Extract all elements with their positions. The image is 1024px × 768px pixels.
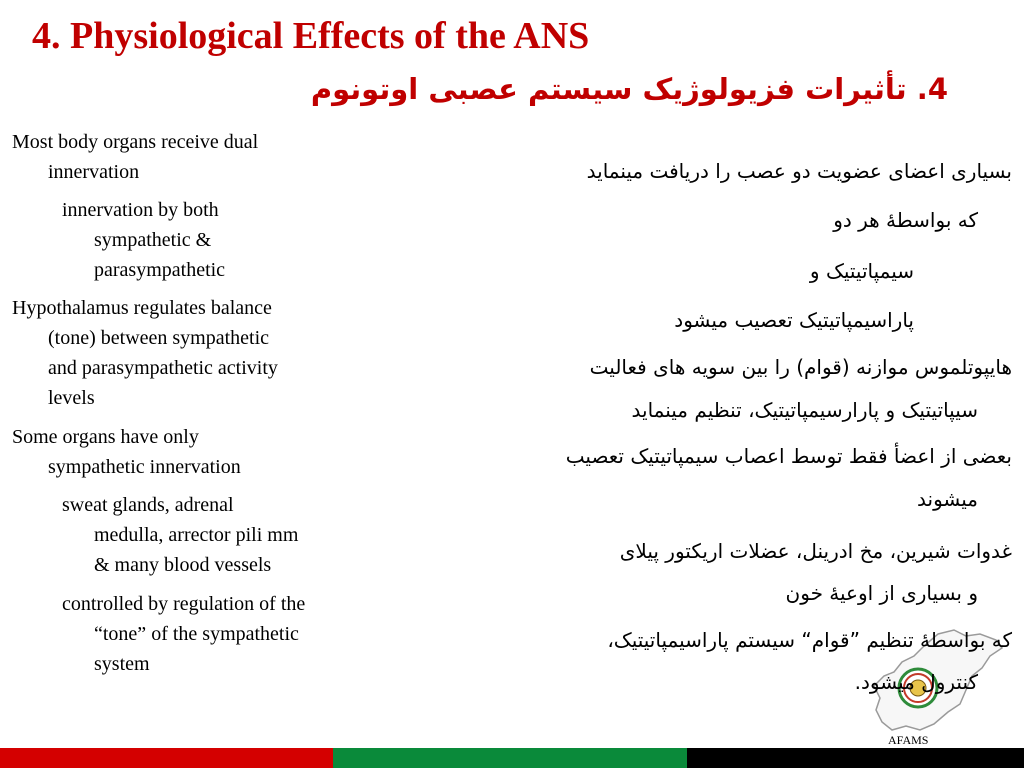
afams-label: AFAMS [888, 733, 929, 747]
english-sub-bullet-2-line-2: medulla, arrector pili mm [94, 524, 299, 546]
persian-line-11: که بواسطهٔ تنظیم ”قوام“ سیستم پاراسیمپاتیتیک، [607, 628, 1012, 652]
persian-line-1: بسیاری اعضای عضویت دو عصب را دریافت مینماید [586, 159, 1012, 183]
footer-bar-red [0, 748, 333, 768]
english-bullet-2-line-3: and parasympathetic activity [48, 357, 278, 379]
english-sub-bullet-1-line-3: parasympathetic [94, 259, 226, 281]
english-sub-bullet-3-line-3: system [94, 653, 150, 675]
persian-line-12: کنترول میشود. [854, 670, 978, 694]
footer-bar-green [333, 748, 687, 768]
persian-line-3: سیمپاتیتیک و [809, 259, 914, 283]
persian-line-5: هایپوتلموس موازنه (قوام) را بین سویه های فعالیت [589, 355, 1012, 379]
english-sub-bullet-3-line-2: “tone” of the sympathetic [94, 623, 299, 645]
english-bullet-1-line-1: Most body organs receive dual [12, 131, 259, 153]
english-bullet-2-line-1: Hypothalamus regulates balance [12, 297, 272, 319]
english-bullet-1-line-2: innervation [48, 161, 140, 183]
slide-title-persian: 4. تأثیرات فزیولوژیک سیستم عصبی اوتونوم [310, 72, 948, 106]
english-bullet-3-line-2: sympathetic innervation [48, 456, 241, 478]
english-sub-bullet-2-line-3: & many blood vessels [94, 554, 272, 576]
footer-bar-black [687, 748, 1024, 768]
english-bullet-2-line-4: levels [48, 387, 95, 409]
english-bullet-2-line-2: (tone) between sympathetic [48, 327, 270, 349]
persian-line-8: میشوند [917, 487, 978, 511]
english-sub-bullet-1-line-1: innervation by both [62, 199, 219, 221]
persian-line-7: بعضی از اعضأ فقط توسط اعصاب سیمپاتیتیک تعصیب [565, 444, 1012, 468]
persian-line-2: که بواسطهٔ هر دو [833, 208, 978, 232]
english-sub-bullet-1-line-2: sympathetic & [94, 229, 212, 251]
persian-line-10: و بسیاری از اوعیهٔ خون [785, 581, 978, 605]
slide-title-english: 4. Physiological Effects of the ANS [32, 15, 590, 57]
english-sub-bullet-2-line-1: sweat glands, adrenal [62, 494, 234, 516]
persian-line-6: سیپاتیتیک و پارارسیمپاتیتیک، تنظیم مینماید [631, 398, 978, 422]
persian-line-4: پاراسیمپاتیتیک تعصیب میشود [674, 308, 914, 332]
english-bullet-3-line-1: Some organs have only [12, 426, 199, 448]
persian-line-9: غدوات شیرین، مخ ادرینل، عضلات اریکتور پیلای [619, 539, 1012, 563]
english-sub-bullet-3-line-1: controlled by regulation of the [62, 593, 306, 615]
